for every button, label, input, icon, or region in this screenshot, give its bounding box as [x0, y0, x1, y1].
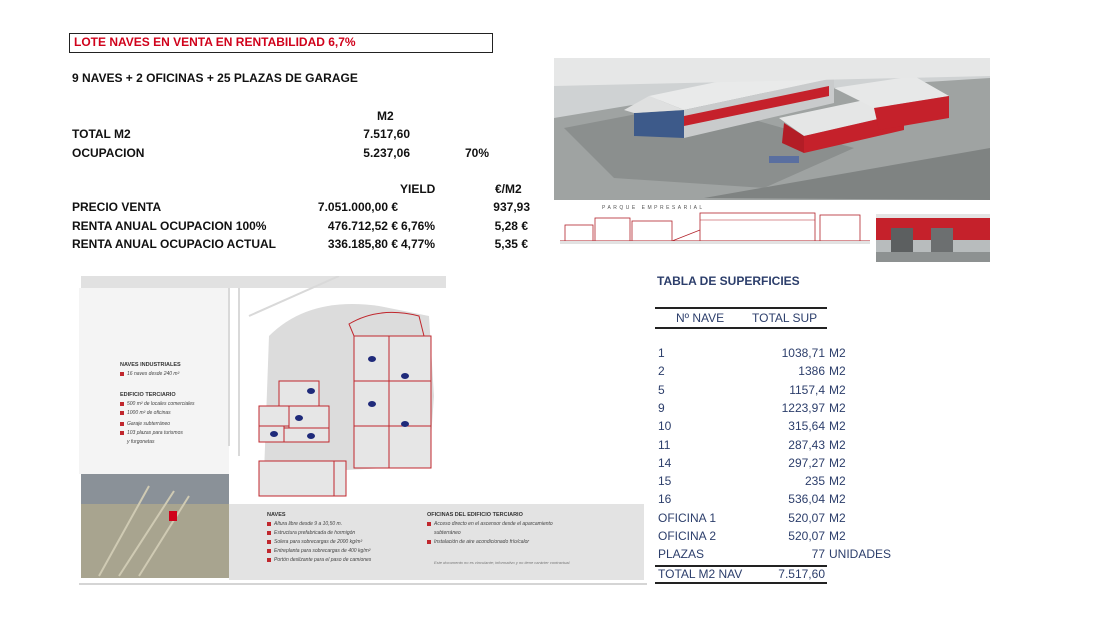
legend-item: Garaje subterráneo: [120, 421, 170, 427]
col-total-header: TOTAL SUP: [752, 311, 818, 325]
nave-unit: M2: [829, 346, 846, 360]
superficies-title: TABLA DE SUPERFICIES: [657, 274, 800, 288]
nave-unit: M2: [829, 383, 846, 397]
nave-id: 5: [658, 383, 665, 397]
naves-item: Portón deslizante para el paso de camiones: [267, 557, 371, 563]
nave-unit: M2: [829, 364, 846, 378]
oficinas-title: OFICINAS DEL EDIFICIO TERCIARIO: [427, 512, 523, 518]
finance-eur-m2: 937,93: [493, 200, 530, 214]
naves-item: Altura libre desde 9 a 10,50 m.: [267, 521, 342, 527]
table-bottom-rule: [655, 582, 827, 584]
occupancy-percent: 70%: [465, 146, 490, 160]
warehouse-photo: [876, 214, 990, 262]
legend-industrial-title: NAVES INDUSTRIALES: [120, 362, 181, 368]
oficinas-item-continued: subterráneo: [434, 530, 461, 536]
nave-unit: M2: [829, 456, 846, 470]
nave-id: OFICINA 1: [658, 511, 717, 525]
nave-unit: M2: [829, 474, 846, 488]
nave-id: 10: [658, 419, 672, 433]
site-plan-panel: [79, 276, 647, 586]
legend-item: 103 plazas para turismos: [120, 430, 183, 436]
nave-total: 1223,97: [781, 401, 825, 415]
naves-item: Solera para sobrecargas de 2000 kg/m²: [267, 539, 362, 545]
naves-title: NAVES: [267, 512, 286, 518]
business-park-render: [554, 58, 990, 200]
nave-id: 16: [658, 492, 672, 506]
surface-label: OCUPACION: [72, 146, 145, 160]
nave-total: 520,07: [788, 511, 825, 525]
surface-value: 7.517,60: [363, 127, 410, 141]
naves-item: Entreplanta para sobrecargas de 400 kg/m²: [267, 548, 370, 554]
finance-eur-m2: 5,28 €: [494, 219, 528, 233]
surface-value: 5.237,06: [363, 146, 410, 160]
nave-id: 15: [658, 474, 672, 488]
nave-unit: UNIDADES: [829, 547, 892, 561]
legend-item: 500 m² de locales comerciales: [120, 401, 195, 407]
nave-total: 297,27: [788, 456, 825, 470]
nave-total: 1386: [798, 364, 825, 378]
nave-unit: M2: [829, 492, 846, 506]
oficinas-item: Instalación de aire acondicionado frío/calor: [427, 539, 529, 545]
finance-value: 336.185,80 €: [327, 237, 398, 251]
lot-subtitle: 9 NAVES + 2 OFICINAS + 25 PLAZAS DE GARAGE: [72, 71, 358, 85]
legend-terciario-title: EDIFICIO TERCIARIO: [120, 392, 176, 398]
finance-value: 476.712,52 €: [327, 219, 398, 233]
finance-yield: 6,76%: [401, 219, 436, 233]
finance-yield: 4,77%: [401, 237, 436, 251]
park-section-drawing: [560, 203, 870, 258]
total-value: 7.517,60: [778, 567, 825, 581]
total-label: TOTAL M2 NAV: [658, 567, 743, 581]
col-nave-header: Nº NAVE: [676, 311, 725, 325]
nave-id: 11: [658, 438, 671, 452]
section-caption: PARQUE EMPRESARIAL: [602, 205, 705, 211]
oficinas-item: Acceso directo en el ascensor desde el aparcamiento: [427, 521, 553, 527]
nave-unit: M2: [829, 511, 846, 525]
nave-unit: M2: [829, 401, 846, 415]
finance-label: RENTA ANUAL OCUPACIO ACTUAL: [72, 237, 276, 251]
nave-id: PLAZAS: [658, 547, 705, 561]
nave-total: 536,04: [788, 492, 825, 506]
nave-total: 1157,4: [789, 383, 825, 397]
yield-header: YIELD: [400, 182, 436, 196]
legend-item: 1000 m² de oficinas: [120, 410, 171, 416]
surface-label: TOTAL M2: [72, 127, 131, 141]
legend-item: 16 naves desde 240 m²: [120, 371, 179, 377]
nave-total: 77: [811, 547, 825, 561]
eur-m2-header: €/M2: [495, 182, 522, 196]
finance-value: 7.051.000,00 €: [317, 200, 398, 214]
nave-unit: M2: [829, 419, 846, 433]
legend-item-continued: y furgonetas: [127, 439, 155, 445]
nave-id: 14: [658, 456, 672, 470]
nave-id: OFICINA 2: [658, 529, 717, 543]
nave-total: 235: [804, 474, 825, 488]
naves-item: Estructura prefabricada de hormigón: [267, 530, 355, 536]
nave-total: 1038,71: [781, 346, 825, 360]
nave-id: 2: [658, 364, 665, 378]
nave-unit: M2: [829, 438, 846, 452]
table-top-rule: [655, 307, 827, 309]
nave-total: 287,43: [788, 438, 825, 452]
nave-id: 1: [658, 346, 665, 360]
document-title: LOTE NAVES EN VENTA EN RENTABILIDAD 6,7%: [69, 33, 493, 53]
table-header-rule: [655, 327, 827, 329]
surface-unit-header: M2: [377, 109, 394, 123]
finance-label: RENTA ANUAL OCUPACION 100%: [72, 219, 267, 233]
plan-footnote: Este documento no es vinculante; informativo y no tiene carácter contractual.: [434, 560, 571, 565]
nave-id: 9: [658, 401, 665, 415]
finance-label: PRECIO VENTA: [72, 200, 162, 214]
nave-total: 520,07: [788, 529, 825, 543]
nave-unit: M2: [829, 529, 846, 543]
nave-total: 315,64: [788, 419, 825, 433]
finance-eur-m2: 5,35 €: [494, 237, 528, 251]
